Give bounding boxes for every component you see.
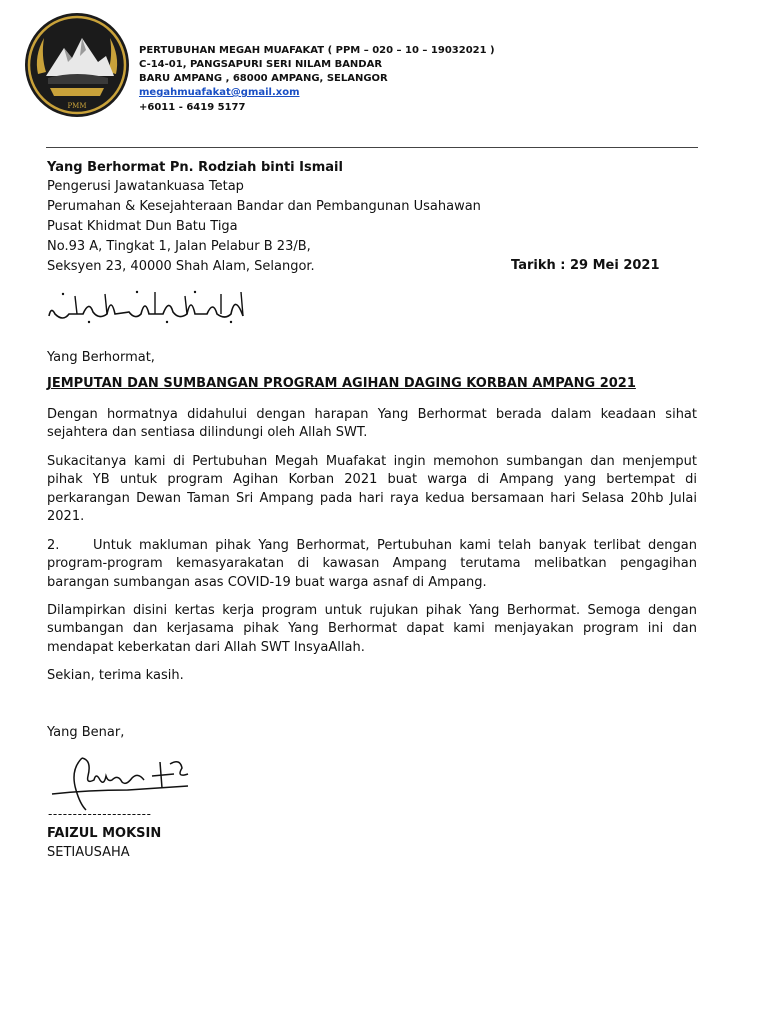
email-link[interactable]: megahmuafakat@gmail.xom <box>139 87 300 98</box>
signature-line: --------------------- <box>48 807 152 821</box>
header-divider <box>46 147 698 148</box>
greeting: Yang Berhormat, <box>47 350 155 365</box>
svg-text:PMM: PMM <box>67 102 87 110</box>
organization-logo <box>24 12 130 118</box>
body-paragraph: Sukacitanya kami di Pertubuhan Megah Muafakat ingin memohon sumbangan dan menjemput pihak YB untuk program Agihan Korban 2021 buat warga di Ampang yang bertempat di perkarangan Dewan Taman Sri Ampang pada hari raya kedua bersamaan hari Selasa 20hb Julai 2021. <box>47 454 697 524</box>
signatory-name: FAIZUL MOKSIN <box>47 826 162 841</box>
organization-name: PERTUBUHAN MEGAH MUAFAKAT ( PPM – 020 – 10 – 19032021 ) <box>139 45 495 56</box>
body-paragraph: Dilampirkan disini kertas kerja program untuk rujukan pihak Yang Berhormat. Semoga dengan sumbangan dan kerjasama pihak Yang Berhormat dapat kami menjayakan program ini dan mendapat keberkatan dari Allah SWT InsyaAllah. <box>47 603 697 655</box>
recipient-line: Pengerusi Jawatankuasa Tetap <box>47 179 244 194</box>
arabic-salutation-calligraphy <box>45 286 247 326</box>
recipient-line: Pusat Khidmat Dun Batu Tiga <box>47 219 238 234</box>
closing-line: Sekian, terima kasih. <box>47 668 184 683</box>
recipient-line: Seksyen 23, 40000 Shah Alam, Selangor. <box>47 259 315 274</box>
body-paragraph <box>47 537 697 592</box>
paragraph-text: Untuk makluman pihak Yang Berhormat, Pertubuhan kami telah banyak terlibat dengan program-program kemasyarakatan di kawasan Ampang terutama melibatkan pengagihan barangan sumbangan asas COVID-19 buat warga asnaf di Ampang. <box>47 538 697 590</box>
handwritten-signature <box>48 750 193 812</box>
body-paragraph: Dengan hormatnya didahului dengan harapan Yang Berhormat berada dalam keadaan sihat sejahtera dan sentiasa dilindungi oleh Allah SWT. <box>47 407 697 441</box>
letter-subject: JEMPUTAN DAN SUMBANGAN PROGRAM AGIHAN DAGING KORBAN AMPANG 2021 <box>47 376 636 391</box>
phone-number: +6011 - 6419 5177 <box>139 102 246 113</box>
paragraph-number: 2. <box>47 538 60 553</box>
sign-off: Yang Benar, <box>47 725 125 740</box>
letter-date: Tarikh : 29 Mei 2021 <box>511 258 660 273</box>
address-line-1: C-14-01, PANGSAPURI SERI NILAM BANDAR <box>139 59 383 70</box>
signatory-title: SETIAUSAHA <box>47 845 130 860</box>
recipient-line: No.93 A, Tingkat 1, Jalan Pelabur B 23/B, <box>47 239 311 254</box>
address-line-2: BARU AMPANG , 68000 AMPANG, SELANGOR <box>139 73 388 84</box>
recipient-name: Yang Berhormat Pn. Rodziah binti Ismail <box>47 160 343 175</box>
recipient-line: Perumahan & Kesejahteraan Bandar dan Pembangunan Usahawan <box>47 199 481 214</box>
